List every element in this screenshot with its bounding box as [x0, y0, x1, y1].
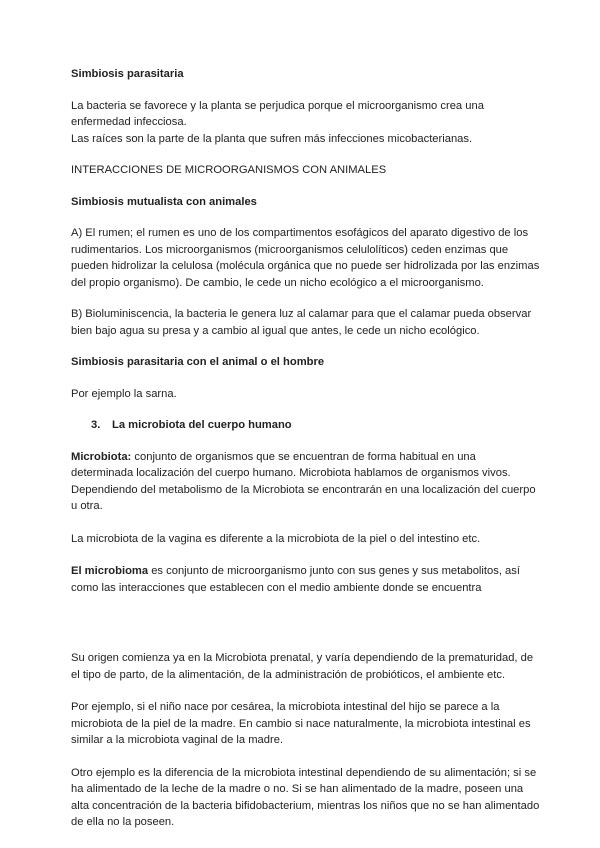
paragraph-microbiota-definicion	[71, 449, 541, 515]
numbered-heading-microbiota	[71, 417, 541, 434]
section-title-interacciones-animales: INTERACCIONES DE MICROORGANISMOS CON ANIMALES	[71, 164, 387, 176]
paragraph-raices: Las raíces son la parte de la planta que sufren más infecciones micobacterianas.	[71, 132, 473, 145]
heading-simbiosis-parasitaria: Simbiosis parasitaria	[71, 68, 184, 80]
definition-microbiota: conjunto de organismos que se encuentran de forma habitual en una determinada localización del cuerpo humano. Microbiota hablamos de organismos vivos. Dependiendo del metabolismo de la Microbiota se encontrarán en una localización del cuerpo u otra.	[71, 450, 536, 512]
paragraph-bacteria-planta: La bacteria se favorece y la planta se perjudica porque el microorganismo crea una enfermedad infecciosa.	[71, 99, 484, 128]
term-microbiota: Microbiota:	[71, 450, 132, 463]
heading-microbiota-cuerpo: La microbiota del cuerpo humano	[112, 419, 292, 431]
heading-simbiosis-mutualista: Simbiosis mutualista con animales	[71, 195, 257, 208]
paragraph-microbioma-definicion	[71, 563, 541, 596]
paragraph-rumen: A) El rumen; el rumen es uno de los compartimentos esofágicos del aparato digestivo de los rudimentarios. Los microorganismos (microorganismos celulolíticos) ceden enzimas que pueden hidrolizar la celulosa (molécula orgánica que no puede ser hidrolizada por las enzimas del propio organismo). De cambio, le cede un nicho ecológico a el microorganismo.	[71, 227, 540, 289]
paragraph-cesarea: Por ejemplo, si el niño nace por cesárea, la microbiota intestinal del hijo se parece a la microbiota de la piel de la madre. En cambio si nace naturalmente, la microbiota intestinal es similar a la microbiota vaginal de la madre.	[71, 701, 531, 746]
heading-number: 3.	[91, 419, 101, 431]
heading-simbiosis-parasitaria-animal: Simbiosis parasitaria con el animal o el hombre	[71, 356, 325, 368]
document-body	[71, 66, 541, 831]
definition-microbioma: es conjunto de microorganismo junto con sus genes y sus metabolitos, así como las interacciones que establecen con el medio ambiente donde se encuentra	[71, 565, 520, 594]
paragraph-vagina: La microbiota de la vagina es diferente a la microbiota de la piel o del intestino etc.	[71, 532, 481, 545]
term-microbioma: El microbioma	[71, 565, 149, 577]
paragraph-bioluminiscencia: B) Bioluminiscencia, la bacteria le genera luz al calamar para que el calamar pueda observar bien bajo agua su presa y a cambio al igual que antes, le cede un nicho ecológico.	[71, 308, 532, 337]
paragraph-leche-materna: Otro ejemplo es la diferencia de la microbiota intestinal dependiendo de su alimentación; si se ha alimentado de la leche de la madre o no. Si se han alimentado de la madre, poseen una alta concentración de la bacteria bifidobacterium, mientras los niños que no se han alimentado de ella no la poseen.	[71, 766, 540, 828]
paragraph-sarna: Por ejemplo la sarna.	[71, 387, 177, 400]
paragraph-origen: Su origen comienza ya en la Microbiota prenatal, y varía dependiendo de la prematuridad, de el tipo de parto, de la alimentación, de la administración de probióticos, el ambiente etc.	[71, 652, 534, 681]
